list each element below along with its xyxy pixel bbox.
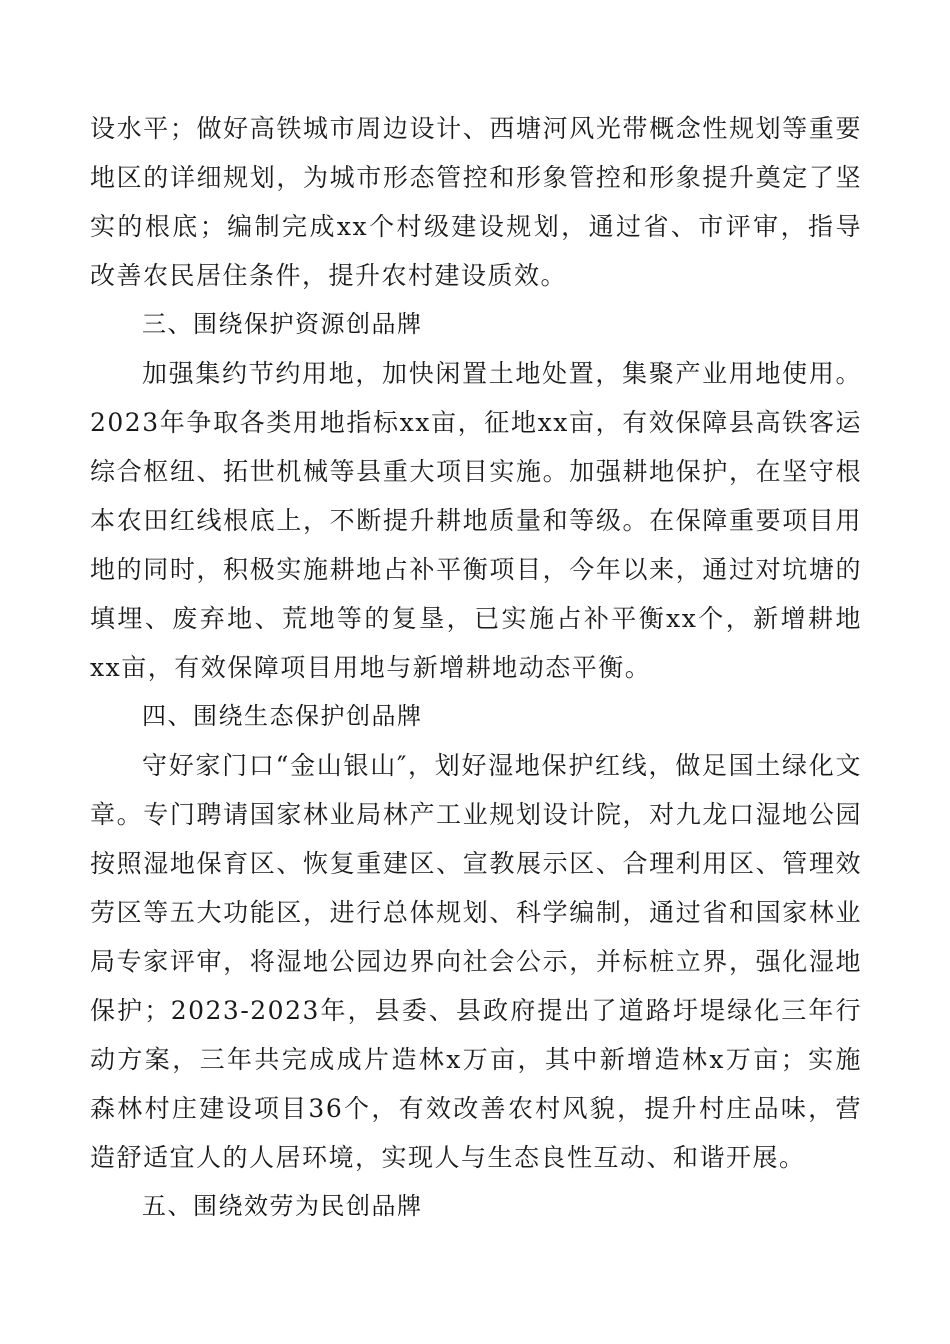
paragraph-planning-continuation: 设水平；做好高铁城市周边设计、西塘河风光带概念性规划等重要地区的详细规划，为城市形态管控和形象管控和形象提升奠定了坚实的根底；编制完成xx个村级建设规划，通过省、市评审，指导改善农民居住条件，提升农村建设质效。 — [90, 114, 862, 290]
paragraph-ecology-protection: 守好家门口“金山银山″，划好湿地保护红线，做足国土绿化文章。专门聘请国家林业局林产工业规划设计院，对九龙口湿地公园按照湿地保育区、恢复重建区、宣教展示区、合理利用区、管理效劳区等五大功能区，进行总体规划、科学编制，通过省和国家林业局专家评审，将湿地公园边界向社会公示，并标桩立界，强化湿地保护；2023-2023年，县委、县政府提出了道路圩堤绿化三年行动方案，三年共完成成片造林x万亩，其中新增造林x万亩；实施森林村庄建设项目36个，有效改善农村风貌，提升村庄品味，营造舒适宜人的人居环境，实现人与生态良性互动、和谐开展。 — [90, 751, 862, 1172]
section-heading-3: 三、围绕保护资源创品牌 — [142, 310, 423, 338]
section-heading-4: 四、围绕生态保护创品牌 — [142, 702, 423, 730]
document-body — [90, 104, 862, 1231]
paragraph-land-resources: 加强集约节约用地，加快闲置土地处置，集聚产业用地使用。2023年争取各类用地指标xx亩，征地xx亩，有效保障县高铁客运综合枢纽、拓世机械等县重大项目实施。加强耕地保护，在坚守根本农田红线根底上，不断提升耕地质量和等级。在保障重要项目用地的同时，积极实施耕地占补平衡项目，今年以来，通过对坑塘的填埋、废弃地、荒地等的复垦，已实施占补平衡xx个，新增耕地xx亩，有效保障项目用地与新增耕地动态平衡。 — [90, 359, 862, 682]
section-heading-5: 五、围绕效劳为民创品牌 — [142, 1192, 423, 1220]
